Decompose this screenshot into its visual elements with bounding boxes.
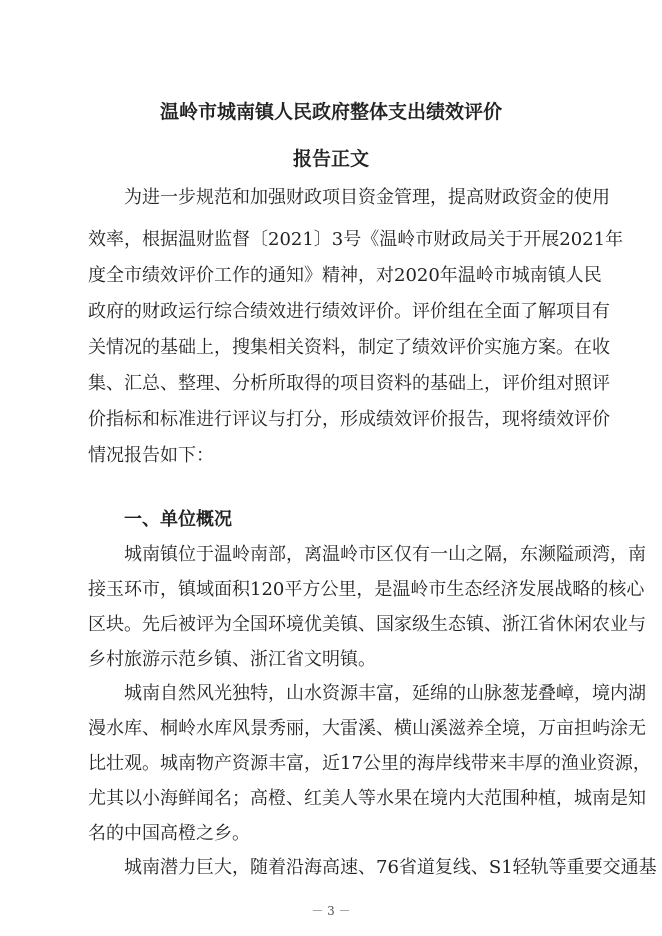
- text-line: 城南镇位于温岭南部，离温岭市区仅有一山之隔，东濒隘顽湾，南: [124, 544, 646, 565]
- text-line: 政府的财政运行综合绩效进行绩效评价。评价组在全面了解项目有: [88, 301, 610, 322]
- text-line: 关情况的基础上，搜集相关资料，制定了绩效评价实施方案。在收: [88, 337, 610, 358]
- text-line: 尤其以小海鲜闻名；高橙、红美人等水果在境内大范围种植，城南是知: [88, 788, 646, 809]
- text-line: 城南自然风光独特，山水资源丰富，延绵的山脉葱茏叠嶂，境内湖: [124, 683, 646, 704]
- text-line: 乡村旅游示范乡镇、浙江省文明镇。: [88, 649, 376, 670]
- text-line: 区块。先后被评为全国环境优美镇、国家级生态镇、浙江省休闲农业与: [88, 614, 646, 635]
- text-line: 接玉环市，镇域面积120平方公里，是温岭市生态经济发展战略的核心: [88, 579, 645, 600]
- page-number: － 3 －: [311, 904, 351, 918]
- text-line: 比壮观。城南物产资源丰富，近17公里的海岸线带来丰厚的渔业资源，: [88, 753, 651, 774]
- text-line: 价指标和标准进行评议与打分，形成绩效评价报告，现将绩效评价: [88, 409, 610, 430]
- section-heading: 一、单位概况: [124, 509, 232, 530]
- text-line: 为进一步规范和加强财政项目资金管理，提高财政资金的使用: [124, 187, 610, 208]
- text-line: 城南潜力巨大，随着沿海高速、76省道复线、S1轻轨等重要交通基: [124, 857, 657, 878]
- text-line: 漫水库、桐岭水库风景秀丽，大雷溪、横山溪滋养全境，万亩担屿涂无: [88, 718, 646, 739]
- text-line: 度全市绩效评价工作的通知》精神，对2020年温岭市城南镇人民: [88, 265, 602, 286]
- text-line: 效率，根据温财监督〔2021〕3号《温岭市财政局关于开展2021年: [88, 229, 624, 250]
- text-line: 情况报告如下：: [88, 445, 214, 466]
- document-subtitle: 报告正文: [292, 148, 369, 170]
- text-line: 集、汇总、整理、分析所取得的项目资料的基础上，评价组对照评: [88, 373, 610, 394]
- document-title: 温岭市城南镇人民政府整体支出绩效评价: [159, 101, 502, 123]
- text-line: 名的中国高橙之乡。: [88, 823, 250, 844]
